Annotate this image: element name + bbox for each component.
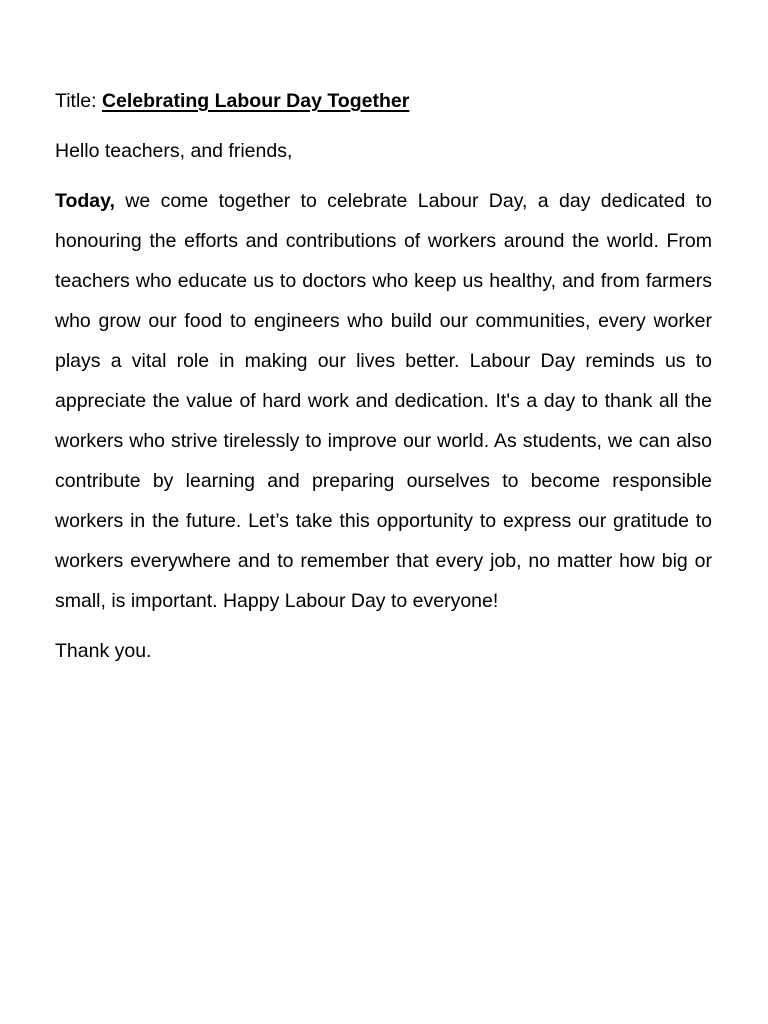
greeting: Hello teachers, and friends, xyxy=(55,140,293,162)
document-page xyxy=(55,86,712,666)
lead-word: Today, xyxy=(55,190,115,212)
document-title: Celebrating Labour Day Together xyxy=(101,90,410,112)
body-paragraph xyxy=(55,181,712,621)
title-prefix: Title: xyxy=(55,90,102,112)
closing: Thank you. xyxy=(55,640,152,662)
title-line xyxy=(55,86,712,116)
body-text: we come together to celebrate Labour Day, a day dedicated to honouring the efforts and contributions of workers around the world. From teachers who educate us to doctors who keep us healthy, and from farmers who grow our food to engineers who build our communities, every worker plays a vital role in making our lives better. Labour Day reminds us to appreciate the value of hard work and dedication. It's a day to thank all the workers who strive tirelessly to improve our world. As students, we can also contribute by learning and preparing ourselves to become responsible workers in the future. Let’s take this opportunity to express our gratitude to workers everywhere and to remember that every job, no matter how big or small, is important. Happy Labour Day to everyone! xyxy=(55,190,712,612)
